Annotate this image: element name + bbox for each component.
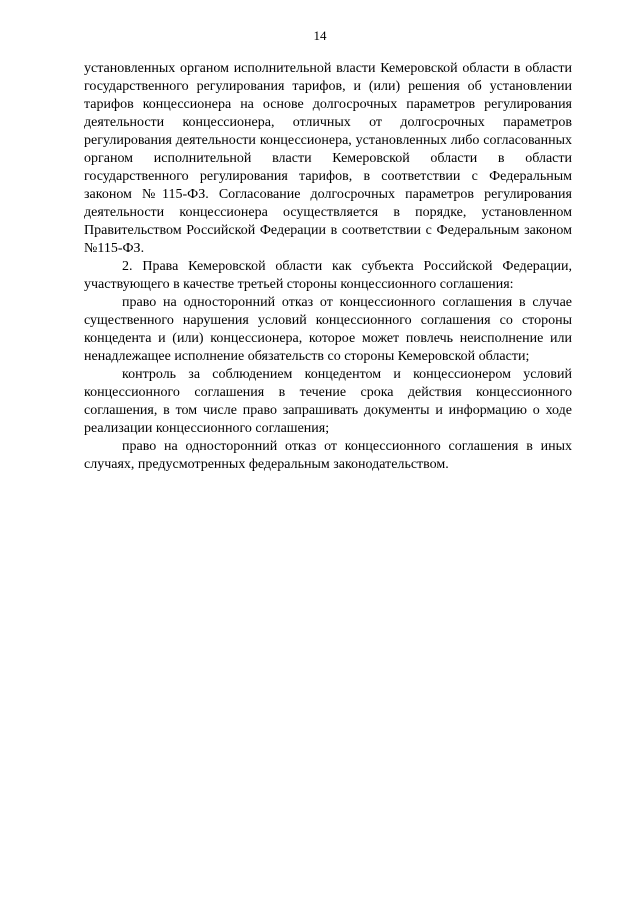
paragraph-right-control: контроль за соблюдением концедентом и концессионером условий концессионного соглашения в течение срока действия концессионного соглашения, в том числе право запрашивать документы и информацию о ходе реализации концессионного соглашения; [84,367,572,436]
document-body [84,60,572,474]
paragraph-right-other-cases: право на односторонний отказ от концессионного соглашения в иных случаях, предусмотренных федеральным законодательством. [84,439,572,472]
paragraph-right-unilateral-refusal: право на односторонний отказ от концессионного соглашения в случае существенного нарушения условий концессионного соглашения со стороны концедента и (или) концессионера, которое может повлечь неисполнение или ненадлежащее исполнение обязательств со стороны Кемеровской области; [84,295,572,364]
paragraph-rights-heading: 2. Права Кемеровской области как субъекта Российской Федерации, участвующего в качестве третьей стороны концессионного соглашения: [84,259,572,292]
page-number: 14 [313,28,327,43]
paragraph-continuation: установленных органом исполнительной власти Кемеровской области в области государственного регулирования тарифов, и (или) решения об установлении тарифов концессионера на основе долгосрочных параметров регулирования деятельности концессионера, отличных от долгосрочных параметров регулирования деятельности концессионера, установленных либо согласованных органом исполнительной власти Кемеровской области в области государственного регулирования тарифов, в соответствии с Федеральным законом №115-ФЗ. Согласование долгосрочных параметров регулирования деятельности концессионера осуществляется в порядке, установленном Правительством Российской Федерации в соответствии с Федеральным законом №115-ФЗ. [84,61,572,256]
